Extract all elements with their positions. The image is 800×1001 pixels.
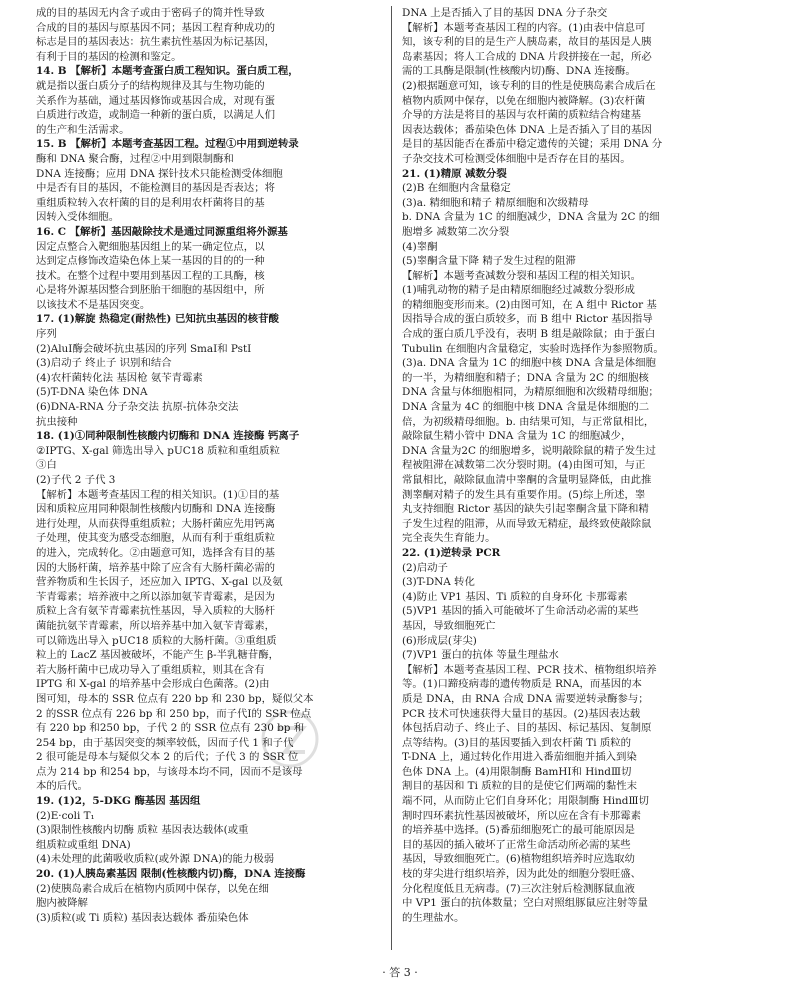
text-line: 倍，为初级精母细胞。b. 由结果可知，与正常鼠相比， (402, 415, 655, 428)
text-line: 进行处理，从而获得重组质粒；大肠杆菌应先用钙离 (36, 517, 275, 530)
text-line: (5)VP1 基因的插入可能破坏了生命活动必需的某些 (402, 605, 639, 618)
text-line: 若大肠杆菌中已成功导入了重组质粒，则其在含有 (36, 663, 265, 676)
text-line: (2)AluⅠ酶会破坏抗虫基因的序列 SmaⅠ和 PstⅠ (36, 342, 252, 355)
text-line: 就是指以蛋白质分子的结构规律及其与生物功能的 (36, 79, 265, 92)
text-line: 胞增多 减数第二次分裂 (402, 225, 510, 238)
text-line: 点为 214 bp 和254 bp，与该母本均不同，因而不是该母 (36, 765, 303, 778)
text-line: 中 VP1 蛋白的抗体数量；空白对照组豚鼠应注射等量 (402, 897, 648, 910)
text-line: (3)限制性核酸内切酶 质粒 基因表达载体(或重 (36, 824, 249, 837)
text-line: 的精细胞变形而来。(2)由图可知，在 A 组中 Rictor 基 (402, 298, 657, 311)
text-line: DNA 上是否插入了目的基因 DNA 分子杂交 (402, 7, 608, 19)
text-line: 成的目的基因无内含子或由于密码子的简并性导致 (36, 7, 265, 19)
text-line: 胞内被降解 (36, 897, 88, 910)
page-number: · 答 3 · (382, 966, 418, 979)
text-line: 2 的SSR 位点有 226 bp 和 250 bp，而子代Ⅰ的 SSR 位点 (36, 707, 312, 720)
text-line: 因的大肠杆菌，培养基中除了应含有大肠杆菌必需的 (36, 561, 275, 574)
text-line: 的一半，为精细胞和精子；DNA 含量为 2C 的细胞核 (402, 371, 649, 384)
text-line: 粒上的 LacZ 基因被破坏，不能产生 β-半乳糖苷酶， (36, 649, 279, 662)
text-line: 完全丧失生育能力。 (402, 532, 496, 545)
text-line: ③白 (36, 459, 57, 472)
text-line: (4)农杆菌转化法 基因枪 氨苄青霉素 (36, 371, 203, 384)
text-line: 体包括启动子、终止子、目的基因、标记基因、复制原 (402, 722, 652, 735)
text-line: 组质粒或重组 DNA) (36, 838, 131, 851)
text-line: DNA 连接酶；应用 DNA 探针技术只能检测受体细胞 (36, 167, 283, 180)
text-line: 岛素基因；将人工合成的 DNA 片段拼接在一起，所必 (402, 50, 652, 63)
text-line: 子杂交技术可检测受体细胞中是否存在目的基因。 (402, 152, 631, 165)
text-line: (2)根据题意可知，该专利的目的性是使胰岛素合成后在 (402, 79, 656, 92)
text-line: b. DNA 含量为 1C 的细胞减少，DNA 含量为 2C 的细 (402, 211, 660, 224)
text-line: 20. (1)人胰岛素基因 限制(性核酸内切)酶，DNA 连接酶 (36, 868, 306, 881)
text-line: (2)B 在细胞内含量稳定 (402, 182, 511, 195)
text-line: 因转入受体细胞。 (36, 211, 120, 224)
text-line: 【解析】本题考查基因工程、PCR 技术、植物组织培养 (402, 663, 657, 676)
text-line: 【解析】本题考查基因工程的内容。(1)由表中信息可 (402, 21, 646, 34)
text-line: 15. B 【解析】本题考查基因工程。过程①中用到逆转录 (36, 138, 299, 151)
text-line: 枝的芽尖进行组织培养，因为此处的细胞分裂旺盛、 (402, 868, 641, 881)
text-line: 割目的基因和 Ti 质粒的目的是使它们两端的黏性末 (402, 780, 638, 793)
text-line: 合成的蛋白质几乎没有，表明 B 组是敲除鼠；由于蛋白 (402, 328, 656, 341)
text-line: 菌能抗氨苄青霉素，所以培养基中加入氨苄青霉素， (36, 619, 275, 632)
text-line: 的生产和生活需求。 (36, 123, 130, 136)
text-line: 因表达载体；番茄染色体 DNA 上是否插入了目的基因 (402, 123, 652, 136)
text-line: 是目的基因能否在番茄中稳定遗传的关键；采用 DNA 分 (402, 138, 663, 151)
text-line: 可以筛选出导入 pUC18 质粒的大肠杆菌。③重组质 (36, 634, 277, 647)
text-line: DNA 含量为 4C 的细胞中核 DNA 含量是体细胞的二 (402, 401, 650, 414)
text-line: (4)睾酮 (402, 240, 438, 253)
text-line: 254 bp，由于基因突变的频率较低，因而子代 1 和子代 (36, 736, 294, 749)
text-line: 以该技术不是基因突变。 (36, 298, 151, 311)
text-line: 介导的方法是将目的基因与农杆菌的质粒结合构建基 (402, 109, 641, 122)
text-line: (1)哺乳动物的精子是由精原细胞经过减数分裂形成 (402, 284, 635, 297)
text-line: 质是 DNA，由 RNA 合成 DNA 需要逆转录酶参与； (402, 692, 649, 705)
text-line: 丸支持细胞 Rictor 基因的缺失引起睾酮含量下降和精 (402, 503, 649, 516)
text-line: 因和质粒应用同种限制性核酸内切酶和 DNA 连接酶 (36, 503, 276, 516)
text-line: 常鼠相比，敲除鼠血清中睾酮的含量明显降低，由此推 (402, 474, 652, 486)
text-line: 重组质粒转入农杆菌的目的是利用农杆菌将目的基 (36, 196, 265, 209)
text-line: 割时四环素抗性基因被破坏，所以应在含有卡那霉素 (402, 809, 641, 822)
text-line: 苄青霉素；培养液中之所以添加氨苄青霉素，是因为 (36, 590, 275, 603)
text-line: 子处理，使其变为感受态细胞，从而有利于重组质粒 (36, 532, 275, 545)
text-line: 序列 (36, 328, 57, 341)
text-line: 19. (1)2，5-DKG 酶基因 基因组 (36, 795, 201, 808)
text-line: 抗虫接种 (36, 415, 78, 428)
text-line: 22. (1)逆转录 PCR (402, 546, 501, 559)
text-line: (2)使胰岛素合成后在植物内质网中保存，以免在细 (36, 882, 269, 895)
text-line: 18. (1)①同种限制性核酸内切酶和 DNA 连接酶 钙离子 (36, 430, 300, 443)
text-line: 【解析】本题考查基因工程的相关知识。(1)①目的基 (36, 488, 280, 501)
text-line: (5)睾酮含量下降 精子发生过程的阻滞 (402, 255, 576, 268)
text-line: 合成的目的基因与原基因不同；基因工程育种成功的 (36, 21, 275, 34)
text-line: PCR 技术可快速获得大量目的基因。(2)基因表达载 (402, 707, 641, 720)
text-line: 等。(1)口蹄疫病毒的遗传物质是 RNA，而基因的本 (402, 678, 642, 691)
text-line: (3)质粒(或 Ti 质粒) 基因表达载体 番茄染色体 (36, 911, 249, 924)
text-line: (5)T-DNA 染色体 DNA (36, 386, 148, 399)
text-line: 【解析】本题考查减数分裂和基因工程的相关知识。 (402, 269, 641, 282)
text-line: 色体 DNA 上。(4)用限制酶 BamHⅠ和 HindⅢ切 (402, 765, 632, 778)
text-line: 因定点整合入靶细胞基因组上的某一确定位点，以 (36, 240, 265, 253)
text-line: (4)未处理的此菌吸收质粒(或外源 DNA)的能力极弱 (36, 853, 275, 866)
text-line: (3)a. 精细胞和精子 精原细胞和次级精母 (402, 196, 589, 209)
text-line: (6)形成层(芽尖) (402, 634, 477, 647)
text-line: 标志是目的基因表达：抗生素抗性基因为标记基因， (36, 36, 275, 49)
text-line: (6)DNA-RNA 分子杂交法 抗原-抗体杂交法 (36, 401, 239, 414)
text-line: 白质进行改造，或制造一种新的蛋白质，以满足人们 (36, 109, 275, 122)
text-line: (3)T-DNA 转化 (402, 576, 475, 589)
text-line: Tubulin 在细胞内含量稳定，实验时选择作为参照物质。 (402, 342, 664, 355)
text-line: 子发生过程的阻滞，从而导致无精症，最终致使敲除鼠 (402, 517, 652, 530)
text-line: (4)防止 VP1 基因、Ti 质粒的自身环化 卡那霉素 (402, 590, 628, 603)
text-line: ②IPTG、X-gal 筛选出导入 pUC18 质粒和重组质粒 (36, 444, 280, 457)
text-line: 质粒上含有氨苄青霉素抗性基因，导入质粒的大肠杆 (36, 605, 275, 618)
text-line: (3)启动子 终止子 识别和结合 (36, 357, 172, 370)
text-line: 敲除鼠生精小管中 DNA 含量为 1C 的细胞减少， (402, 430, 632, 443)
text-line: 点等结构。(3)目的基因要插入到农杆菌 Ti 质粒的 (402, 736, 631, 749)
text-line: DNA 含量为2C 的细胞增多，说明敲除鼠的精子发生过 (402, 444, 656, 457)
column-divider (391, 6, 392, 950)
text-line: 技术。在整个过程中要用到基因工程的工具酶，核 (36, 269, 265, 282)
left-column (36, 6, 404, 925)
text-line: 的培养基中选择。(5)番茄细胞死亡的最可能原因是 (402, 824, 635, 837)
text-line: (2)E·coli T₁ (36, 809, 95, 822)
text-line: 程被阻滞在减数第二次分裂时期。(4)由图可知，与正 (402, 459, 646, 472)
text-line: 有 220 bp 和250 bp，子代 2 的 SSR 位点有 230 bp 和 (36, 722, 305, 735)
text-line: (3)a. DNA 含量为 1C 的细胞中核 DNA 含量是体细胞 (402, 357, 656, 370)
text-line: 的生理盐水。 (402, 911, 465, 924)
text-line: 达到定点修饰改造染色体上某一基因的目的的一种 (36, 255, 265, 268)
text-line: 植物内质网中保存，以免在细胞内被降解。(3)农杆菌 (402, 94, 646, 107)
watermark-logo (255, 708, 325, 770)
text-line: 目的基因的插入破坏了正常生命活动所必需的某些 (402, 838, 631, 851)
text-line: 中是否有目的基因，不能检测目的基因是否表达；将 (36, 182, 275, 195)
text-line: 2 很可能是母本与疑似父本 2 的后代；子代 3 的 SSR 位 (36, 751, 299, 764)
text-line: 端不同，从而防止它们自身环化；用限制酶 HindⅢ切 (402, 795, 649, 808)
text-line: 14. B 【解析】本题考查蛋白质工程知识。蛋白质工程， (36, 65, 299, 78)
text-line: 需的工具酶是限制(性核酸内切)酶、DNA 连接酶。 (402, 65, 636, 78)
text-line: 17. (1)解旋 热稳定(耐热性) 已知抗虫基因的核苷酸 (36, 313, 279, 326)
right-column (402, 6, 770, 925)
text-line: 16. C 【解析】基因敲除技术是通过同源重组将外源基 (36, 225, 288, 238)
text-line: 图可知，母本的 SSR 位点有 220 bp 和 230 bp，疑似父本 (36, 692, 314, 705)
text-line: 21. (1)精原 减数分裂 (402, 167, 507, 180)
text-line: DNA 含量与体细胞相同，为精原细胞和次级精母细胞； (402, 386, 659, 399)
text-line: 知，该专利的目的是生产人胰岛素，故目的基因是人胰 (402, 36, 652, 49)
text-line: 分化程度低且无病毒。(7)三次注射后检测豚鼠血液 (402, 882, 635, 895)
text-line: 心是将外源基因整合到胚胎干细胞的基因组中，所 (36, 284, 265, 297)
text-line: 关系作为基础，通过基因修饰或基因合成，对现有蛋 (36, 94, 275, 107)
text-line: T-DNA 上，通过转化作用进入番茄细胞并插入到染 (402, 751, 637, 764)
text-line: 的进入，完成转化。②由题意可知，选择含有目的基 (36, 546, 275, 559)
text-line: 基因，导致细胞死亡。(6)植物组织培养时应选取幼 (402, 853, 635, 866)
text-line: 营养物质和生长因子，还应加入 IPTG、X-gal 以及氨 (36, 576, 283, 589)
text-line: IPTG 和 X-gal 的培养基中会形成白色菌落。(2)由 (36, 678, 270, 691)
text-line: 酶和 DNA 聚合酶，过程②中用到限制酶和 (36, 152, 234, 165)
text-line: (2)子代 2 子代 3 (36, 474, 116, 486)
text-line: 测睾酮对精子的发生具有重要作用。(5)综上所述，睾 (402, 488, 646, 501)
text-line: (7)VP1 蛋白的抗体 等量生理盐水 (402, 649, 559, 662)
text-line: 本的后代。 (36, 780, 88, 793)
text-line: 因指导合成的蛋白质较多，而 B 组中 Rictor 基因指导 (402, 313, 653, 326)
text-line: 基因，导致细胞死亡 (402, 619, 496, 632)
text-line: 有利于目的基因的检测和鉴定。 (36, 50, 182, 63)
text-line: (2)启动子 (402, 561, 448, 574)
